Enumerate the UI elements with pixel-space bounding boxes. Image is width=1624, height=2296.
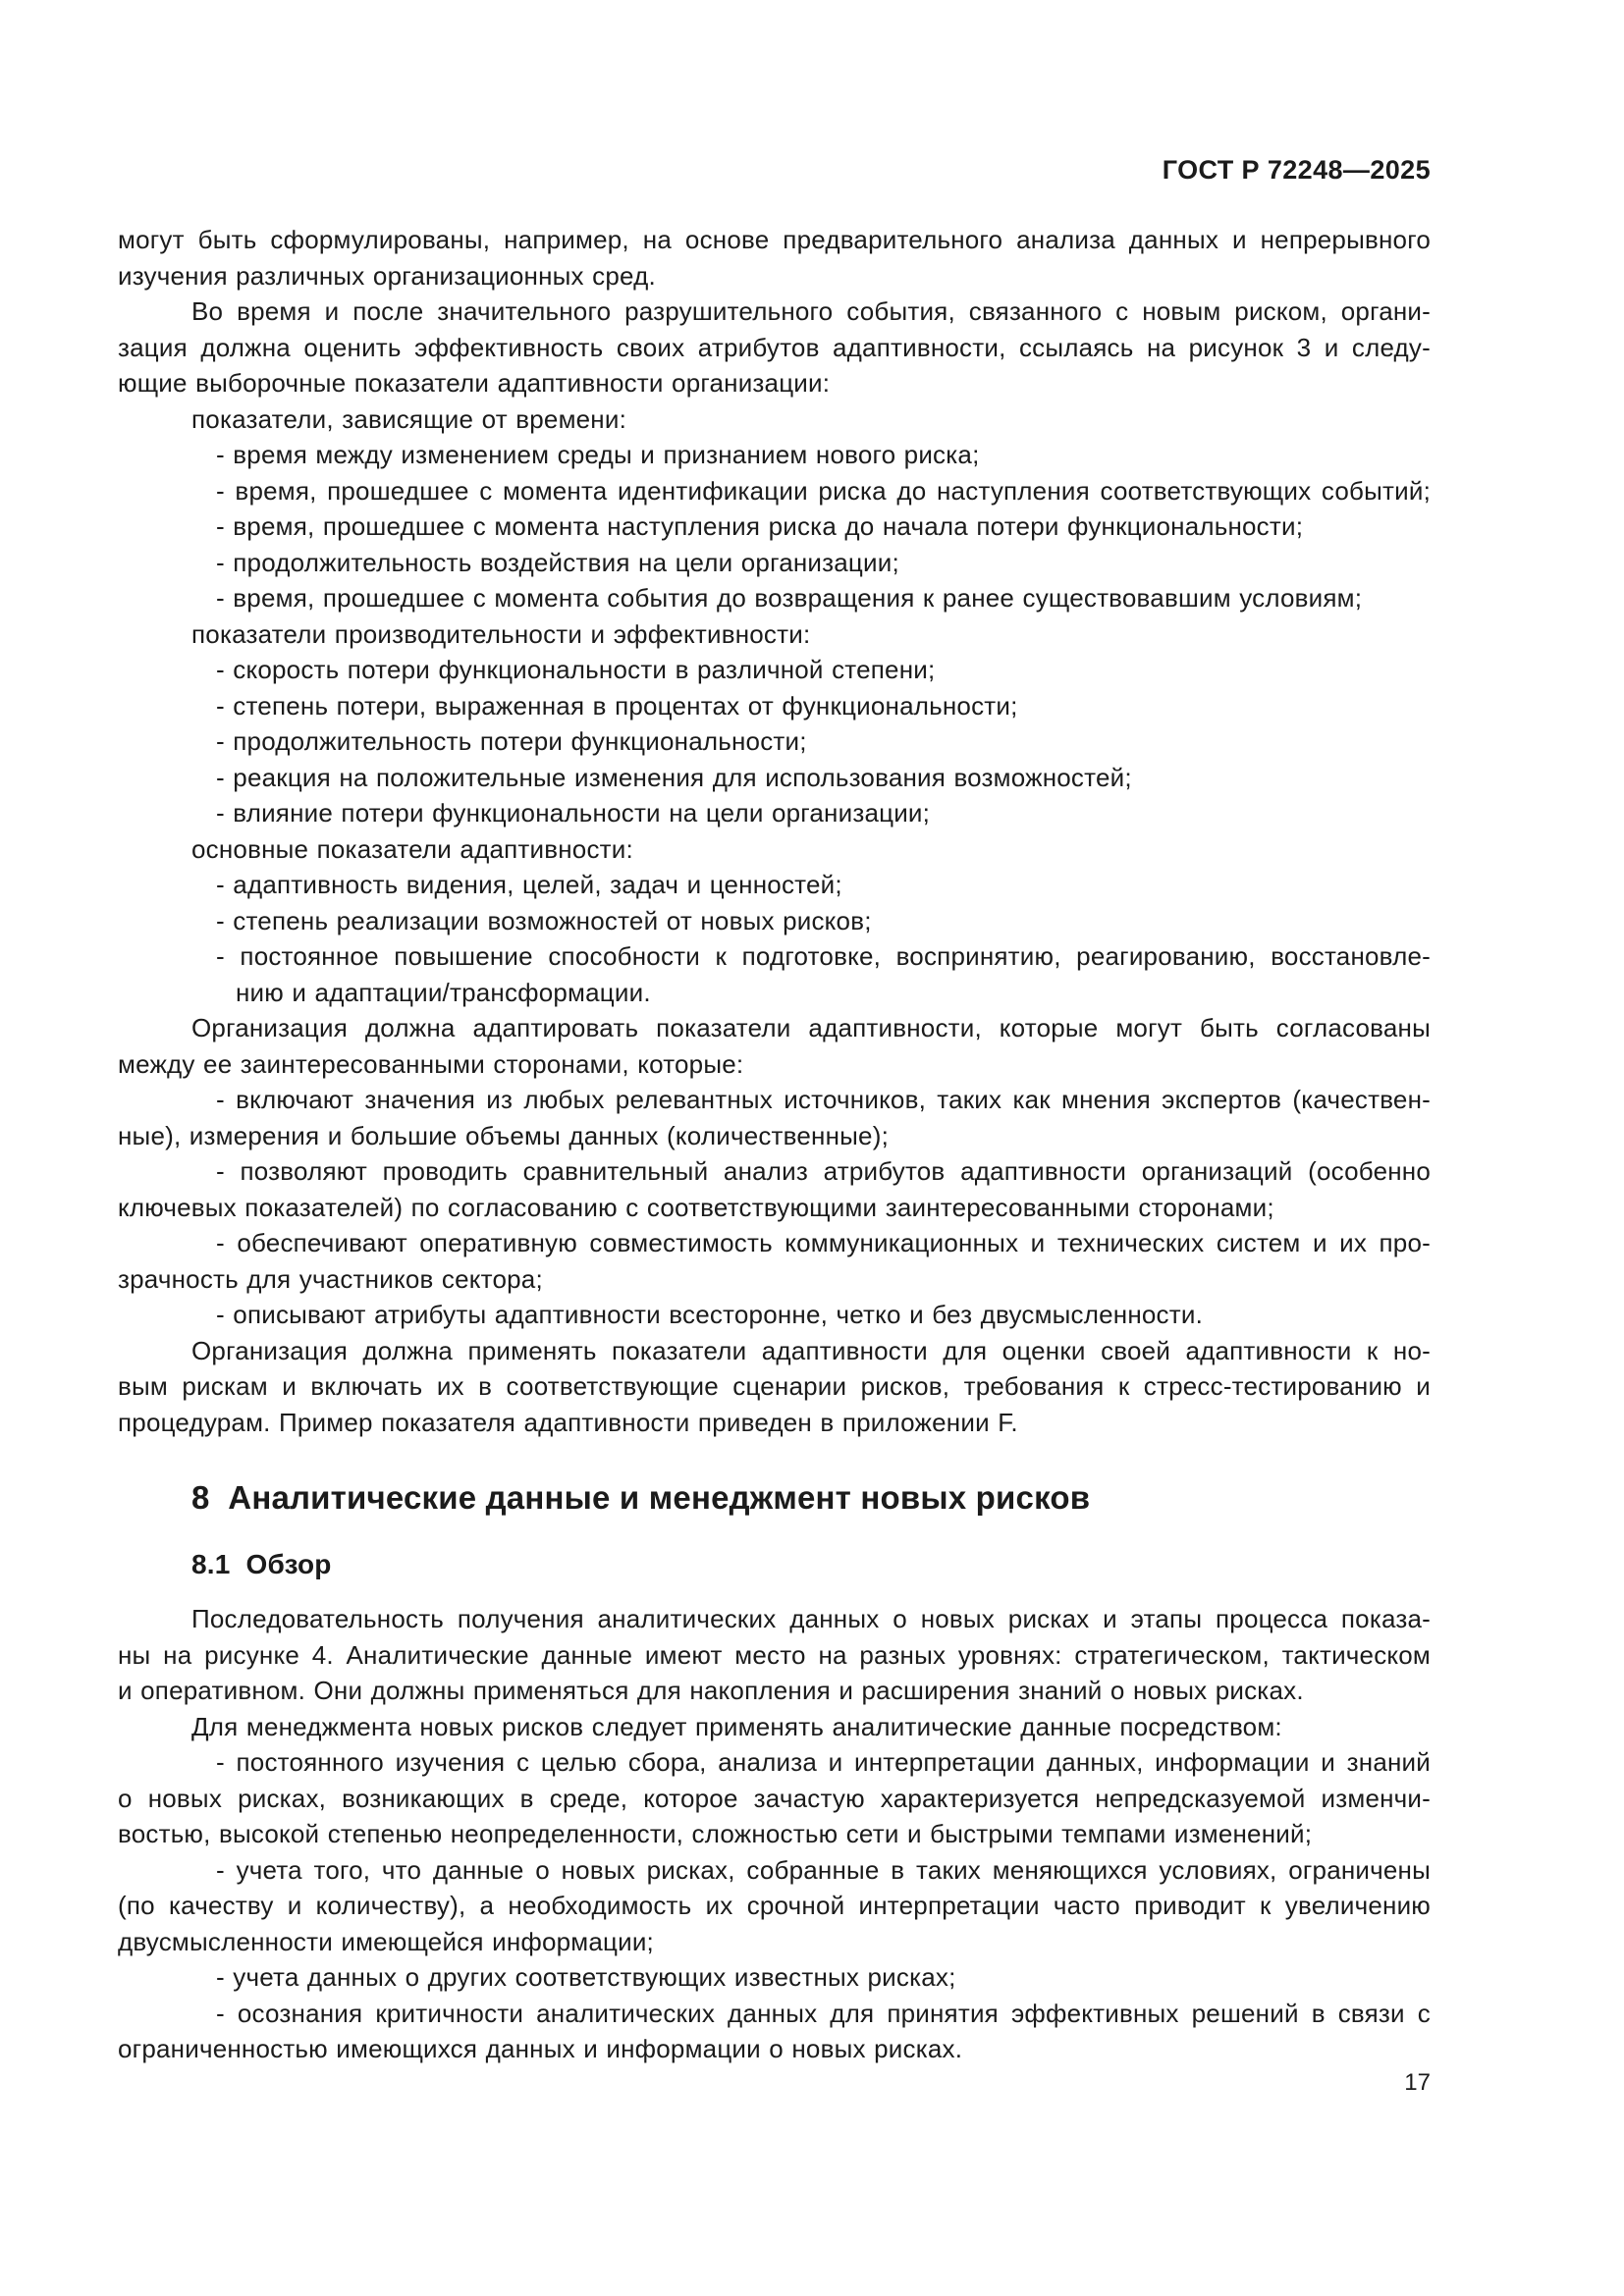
text-line: ные), измерения и большие объемы данных (количественные);: [118, 1120, 889, 1150]
text-line: - учета того, что данные о новых рисках, собранные в таких меняющихся условиях, ограничены: [216, 1854, 1431, 1885]
text-line: - степень реализации возможностей от новых рисков;: [216, 905, 872, 935]
text-line: - адаптивность видения, целей, задач и ценностей;: [216, 870, 842, 899]
document-body: [118, 222, 1431, 2067]
text-line: - время, прошедшее с момента идентификации риска до наступления соответствующих событий;: [216, 475, 1431, 506]
page-number: 17: [1404, 2069, 1431, 2096]
text-line: - продолжительность воздействия на цели организации;: [216, 547, 899, 577]
text-line: ключевых показателей) по согласованию с соответствующими заинтересованными сторонами;: [118, 1192, 1274, 1222]
text-line: о новых рисках, возникающих в среде, которое зачастую характеризуется непредсказуемой изменчи-: [118, 1783, 1431, 1813]
text-line: - реакция на положительные изменения для использования возможностей;: [216, 762, 1132, 792]
section-heading: 8 Аналитические данные и менеджмент новых рисков: [191, 1479, 1091, 1516]
text-line: между ее заинтересованными сторонами, которые:: [118, 1048, 744, 1079]
text-line: - осознания критичности аналитических данных для принятия эффективных решений в связи с: [216, 1998, 1431, 2028]
text-line: Последовательность получения аналитических данных о новых рисках и этапы процесса показа-: [191, 1604, 1431, 1633]
standard-code-header: ГОСТ Р 72248—2025: [1162, 155, 1431, 185]
text-line: - время, прошедшее с момента события до возвращения к ранее существовавшим условиям;: [216, 583, 1363, 613]
text-line: зрачность для участников сектора;: [118, 1263, 543, 1294]
text-line: (по качеству и количеству), а необходимость их срочной интерпретации часто приводит к увеличению: [118, 1891, 1431, 1920]
text-line: Организация должна применять показатели адаптивности для оценки своей адаптивности к но-: [191, 1335, 1431, 1365]
text-line: показатели, зависящие от времени:: [191, 403, 627, 434]
text-line: ограниченностью имеющихся данных и информации о новых рисках.: [118, 2034, 963, 2063]
text-line: - позволяют проводить сравнительный анализ атрибутов адаптивности организаций (особенно: [216, 1156, 1431, 1186]
text-line: - время между изменением среды и признанием нового риска;: [216, 440, 980, 469]
text-line: могут быть сформулированы, например, на основе предварительного анализа данных и непрерывного: [118, 225, 1431, 254]
text-line: изучения различных организационных сред.: [118, 260, 656, 291]
text-line: - продолжительность потери функциональности;: [216, 726, 807, 756]
text-line: Во время и после значительного разрушительного события, связанного с новым риском, органи-: [191, 296, 1431, 326]
text-line: вым рискам и включать их в соответствующие сценарии рисков, требования к стресс-тестированию и: [118, 1371, 1431, 1401]
text-line: - влияние потери функциональности на цели организации;: [216, 798, 931, 828]
text-line: двусмысленности имеющейся информации;: [118, 1926, 654, 1956]
text-line: Для менеджмента новых рисков следует применять аналитические данные посредством:: [191, 1711, 1282, 1741]
text-line: - степень потери, выраженная в процентах от функциональности;: [216, 690, 1018, 721]
text-line: - время, прошедшее с момента наступления риска до начала потери функциональности;: [216, 511, 1304, 541]
text-line: - постоянного изучения с целью сбора, анализа и интерпретации данных, информации и знаний: [216, 1747, 1431, 1777]
text-line: - скорость потери функциональности в различной степени;: [216, 655, 936, 684]
text-line: основные показатели адаптивности:: [191, 833, 633, 864]
text-line: востью, высокой степенью неопределенности, сложностью сети и быстрыми темпами изменений;: [118, 1819, 1313, 1848]
text-line: нию и адаптации/трансформации.: [236, 977, 651, 1007]
text-line: ны на рисунке 4. Аналитические данные имеют место на разных уровнях: стратегическом, тактическом: [118, 1639, 1431, 1670]
text-line: - обеспечивают оперативную совместимость коммуникационных и технических систем и их про-: [216, 1228, 1431, 1257]
text-line: показатели производительности и эффективности:: [191, 618, 811, 649]
text-line: и оперативном. Они должны применяться для накопления и расширения знаний о новых рисках.: [118, 1676, 1304, 1705]
text-line: - учета данных о других соответствующих известных рисках;: [216, 1962, 956, 1992]
text-line: - включают значения из любых релевантных источников, таких как мнения экспертов (качествен-: [216, 1085, 1431, 1114]
text-line: процедурам. Пример показателя адаптивности приведен в приложении F.: [118, 1407, 1018, 1437]
text-line: - постоянное повышение способности к подготовке, воспринятию, реагированию, восстановле-: [216, 941, 1431, 971]
text-line: - описывают атрибуты адаптивности всесторонне, четко и без двусмысленности.: [216, 1300, 1204, 1329]
text-line: Организация должна адаптировать показатели адаптивности, которые могут быть согласованы: [191, 1013, 1431, 1042]
subsection-heading: 8.1 Обзор: [191, 1549, 332, 1579]
text-line: ющие выборочные показатели адаптивности организации:: [118, 368, 831, 398]
text-line: зация должна оценить эффективность своих атрибутов адаптивности, ссылаясь на рисунок 3 и следу-: [118, 332, 1431, 362]
